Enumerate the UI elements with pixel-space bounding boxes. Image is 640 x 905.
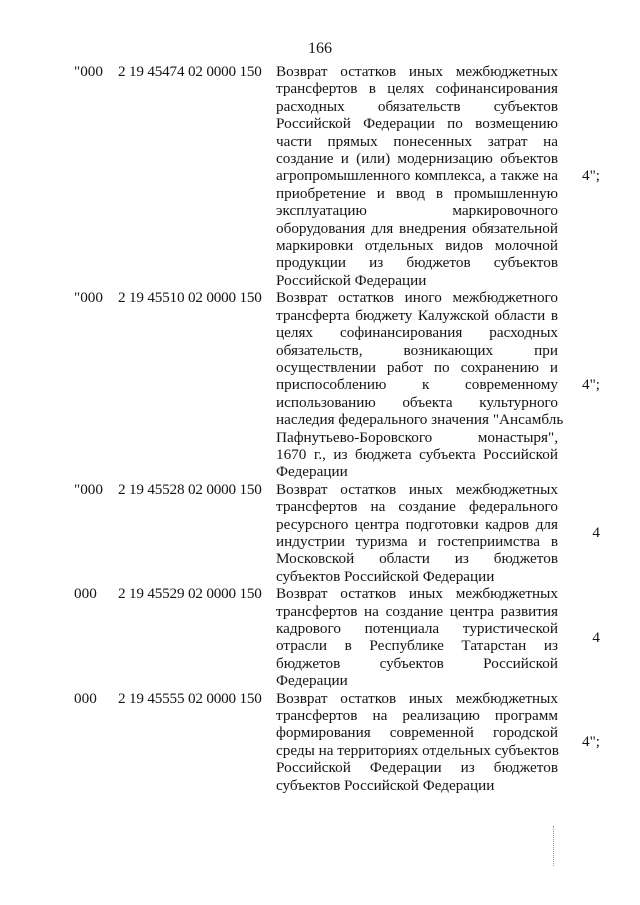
description-line: бюджетов субъектов Российской xyxy=(276,654,558,672)
description-line: Российской Федерации из бюджетов xyxy=(276,759,558,777)
description-line: Московской области из бюджетов xyxy=(276,550,558,568)
row-value xyxy=(582,376,600,393)
page-number: 166 xyxy=(308,40,332,57)
description-line: Федерации xyxy=(276,463,348,481)
row-code-prefix: 000 xyxy=(74,585,97,603)
description-line: индустрии туризма и гостеприимства в xyxy=(276,532,558,550)
description-line: части прямых понесенных затрат на xyxy=(276,132,558,150)
description-line: эксплуатацию маркировочного xyxy=(276,202,558,220)
row-value xyxy=(582,733,600,750)
description-line: трансфертов на создание центра развития xyxy=(276,602,558,620)
description-line: оборудования для внедрения обязательной xyxy=(276,219,558,237)
description-line: Возврат остатков иных межбюджетных xyxy=(276,689,558,707)
row-code-prefix: "000 xyxy=(74,480,103,498)
table-row xyxy=(0,585,640,689)
row-budget-code: 2 19 45528 02 0000 150 xyxy=(118,480,262,498)
row-value-text: 4 xyxy=(592,524,600,542)
row-budget-code: 2 19 45555 02 0000 150 xyxy=(118,689,262,707)
description-line: ресурсного центра подготовки кадров для xyxy=(276,515,558,533)
row-description xyxy=(276,585,558,689)
row-description xyxy=(276,690,558,794)
row-description xyxy=(276,481,558,585)
description-line: приобретение и ввод в промышленную xyxy=(276,184,558,202)
description-line: Возврат остатков иных межбюджетных xyxy=(276,480,558,498)
description-line: Пафнутьево-Боровского монастыря", xyxy=(276,428,558,446)
description-line: расходных обязательств субъектов xyxy=(276,97,558,115)
row-budget-code: 2 19 45510 02 0000 150 xyxy=(118,289,262,307)
description-line: трансфертов на реализацию программ xyxy=(276,707,558,725)
description-line: создание и (или) модернизацию объектов xyxy=(276,150,558,168)
description-line: приспособлению к современному xyxy=(276,376,558,394)
row-description xyxy=(276,63,558,289)
row-budget-code: 2 19 45474 02 0000 150 xyxy=(118,63,262,80)
row-budget-code: 2 19 45529 02 0000 150 xyxy=(118,585,262,603)
row-value-text: 4 xyxy=(592,628,600,646)
description-line: трансфертов на создание федерального xyxy=(276,498,558,516)
description-line: Возврат остатков иных межбюджетных xyxy=(276,63,558,80)
row-value xyxy=(592,629,600,646)
description-line: осуществлении работ по сохранению и xyxy=(276,358,558,376)
row-value xyxy=(592,524,600,541)
description-line: субъектов Российской Федерации xyxy=(276,776,495,794)
budget-code-table xyxy=(0,63,640,794)
row-value-text: 4"; xyxy=(581,733,600,751)
table-row xyxy=(0,481,640,585)
description-line: наследия федерального значения "Ансамбль xyxy=(276,411,564,429)
description-line: Российской Федерации по возмещению xyxy=(276,115,558,133)
description-line: продукции из бюджетов субъектов xyxy=(276,254,558,272)
description-line: субъектов Российской Федерации xyxy=(276,567,495,585)
description-line: трансфертов в целях софинансирования xyxy=(276,80,558,98)
table-row xyxy=(0,289,640,480)
description-line: 1670 г., из бюджета субъекта Российской xyxy=(276,445,558,463)
scan-artifact-dots xyxy=(553,826,556,866)
row-value-text: 4"; xyxy=(581,167,600,185)
row-value-text: 4"; xyxy=(581,376,600,394)
description-line: формирования современной городской xyxy=(276,724,558,742)
row-description xyxy=(276,289,564,481)
description-line: отрасли в Республике Татарстан из xyxy=(276,637,558,655)
row-code-prefix: "000 xyxy=(74,63,103,80)
description-line: агропромышленного комплекса, а также на xyxy=(276,167,558,185)
description-line: целях софинансирования расходных xyxy=(276,324,558,342)
row-value xyxy=(582,167,600,184)
description-line: Российской Федерации xyxy=(276,271,427,289)
description-line: Федерации xyxy=(276,672,348,690)
description-line: кадрового потенциала туристической xyxy=(276,620,558,637)
description-line: трансферта бюджету Калужской области в xyxy=(276,306,558,324)
description-line: обязательств, возникающих при xyxy=(276,341,558,359)
description-line: Возврат остатков иных межбюджетных xyxy=(276,585,558,603)
description-line: маркировки отдельных видов молочной xyxy=(276,237,558,255)
description-line: Возврат остатков иного межбюджетного xyxy=(276,289,558,307)
description-line: среды на территориях отдельных субъектов xyxy=(276,741,559,759)
description-line: использованию объекта культурного xyxy=(276,393,558,411)
row-code-prefix: "000 xyxy=(74,289,103,307)
table-row xyxy=(0,690,640,794)
table-row xyxy=(0,63,640,289)
row-code-prefix: 000 xyxy=(74,689,97,707)
